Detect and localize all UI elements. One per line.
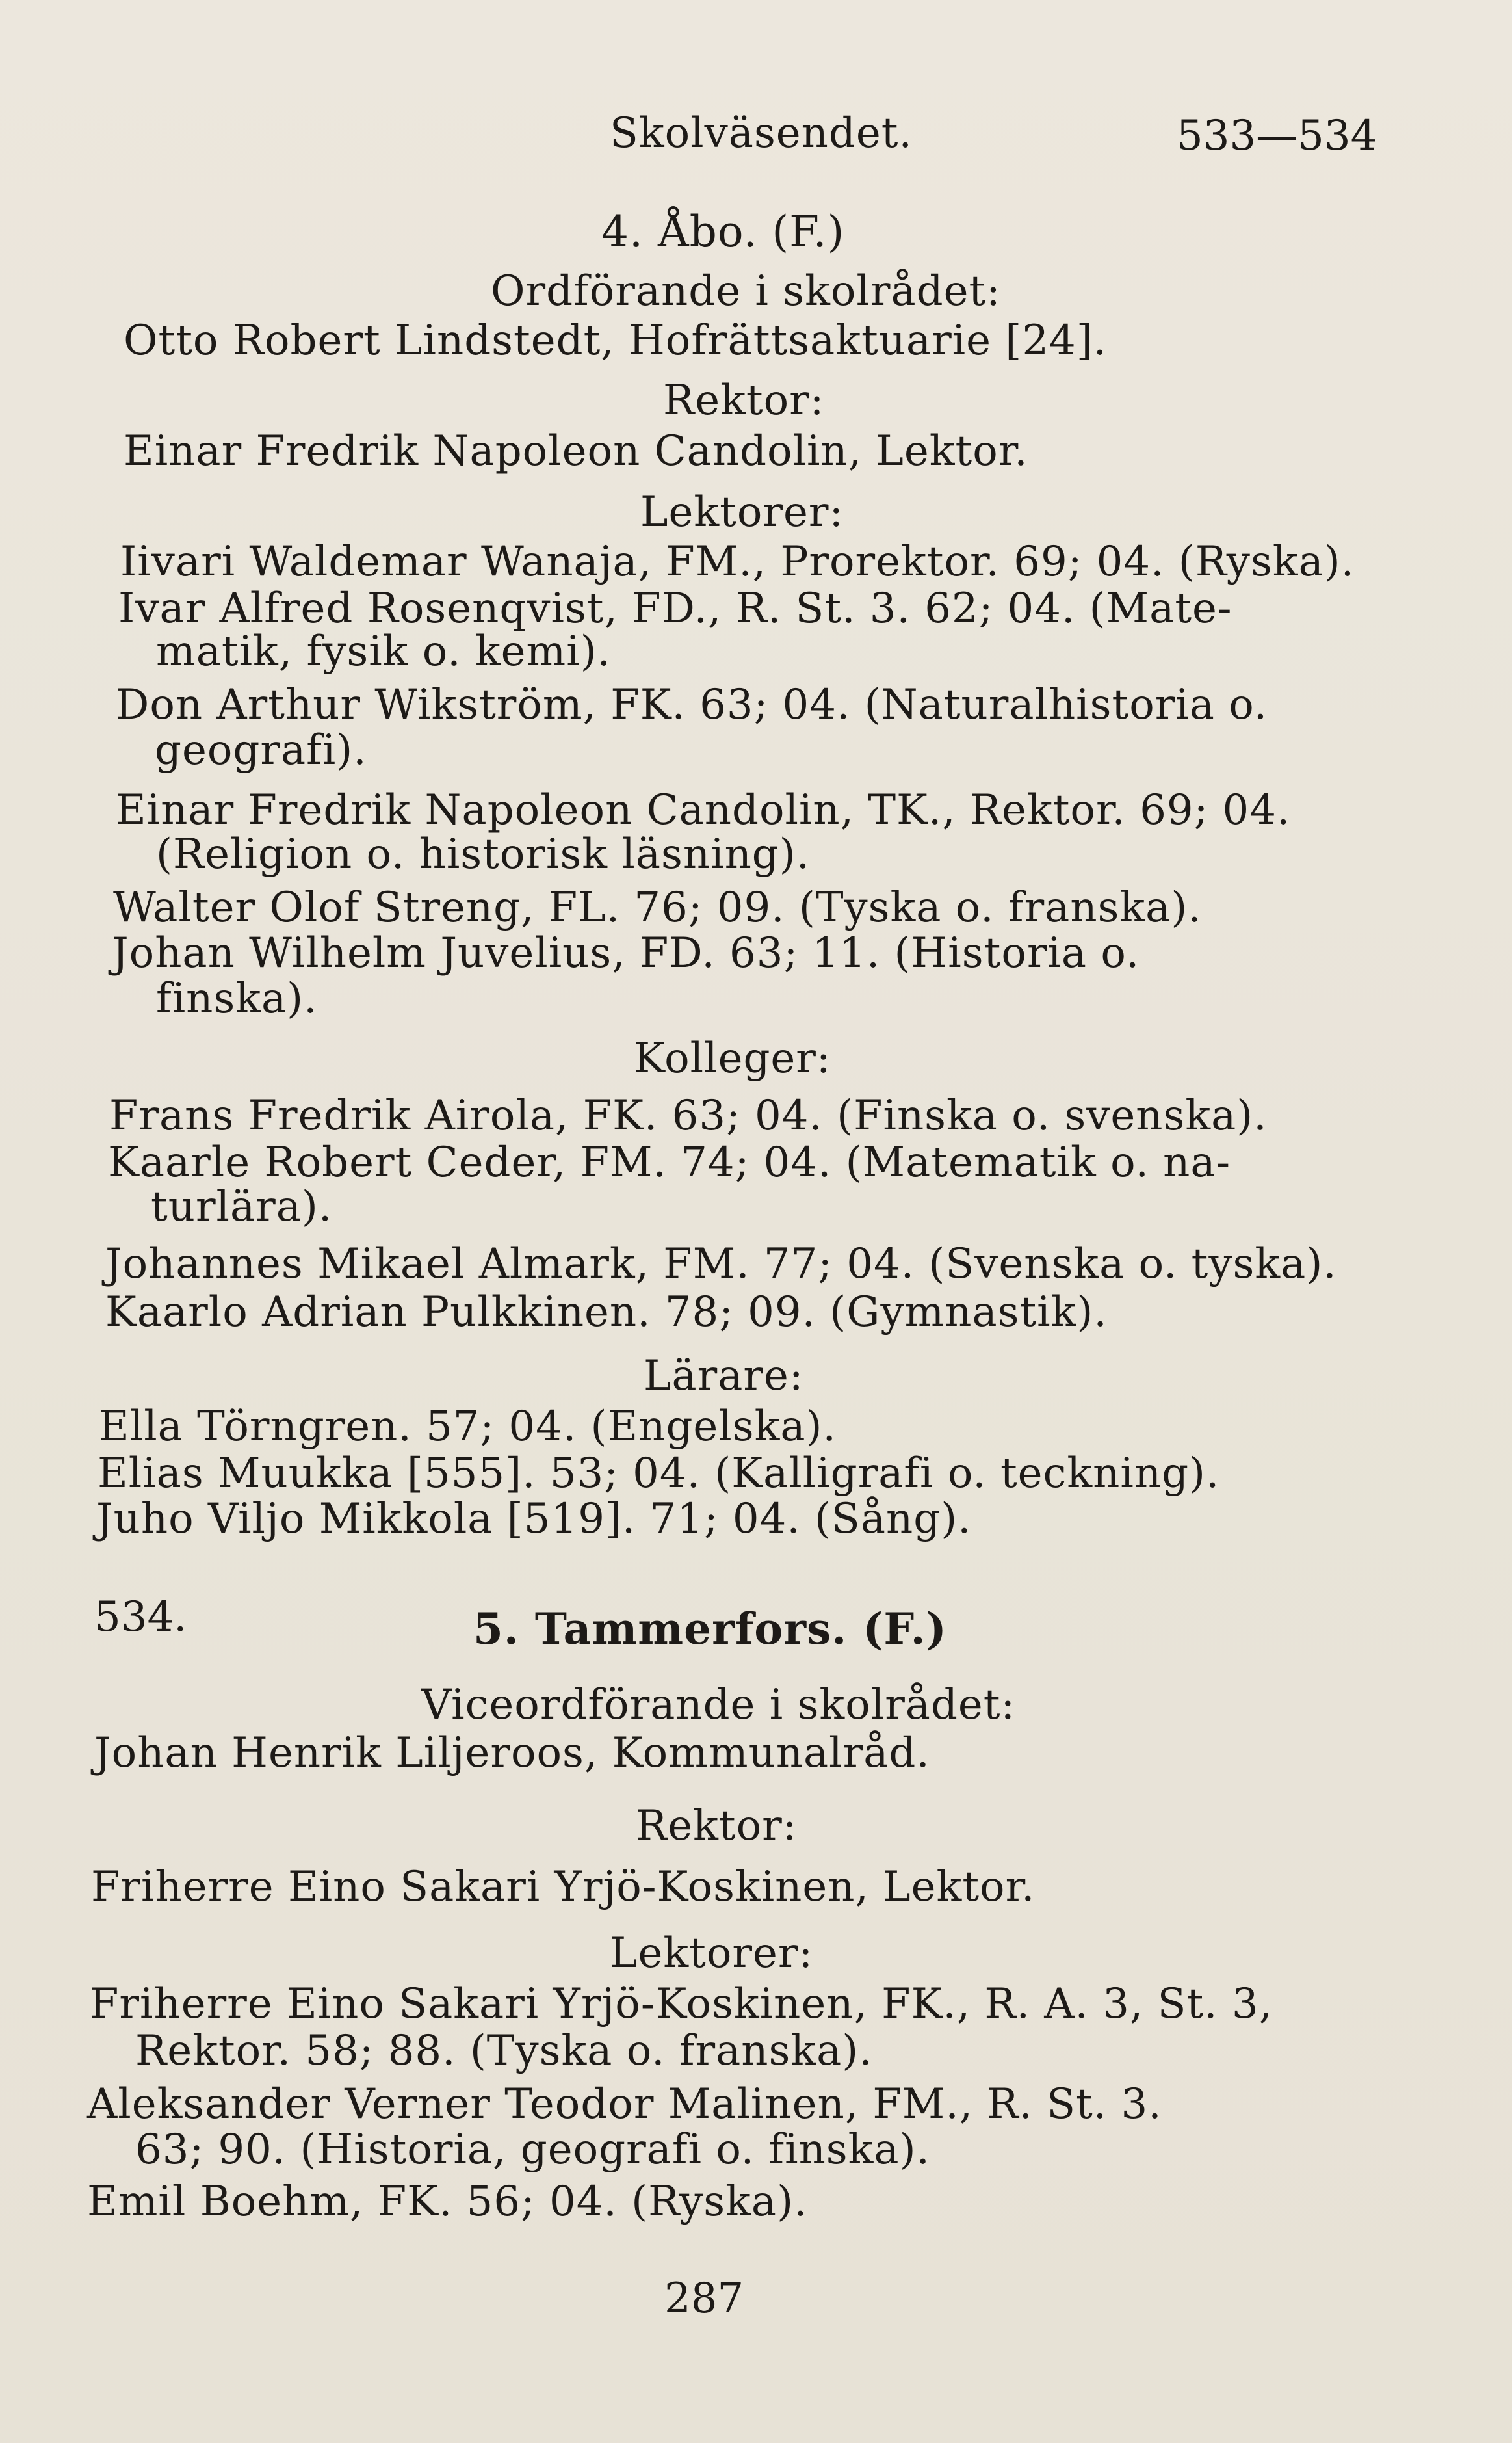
rektor-entry: Einar Fredrik Napoleon Candolin, Lektor.: [124, 427, 1028, 475]
kollega-line: Kaarlo Adrian Pulkkinen. 78; 09. (Gymnastik).: [105, 1288, 1108, 1336]
kollega-line: Frans Fredrik Airola, FK. 63; 04. (Finska o. svenska).: [109, 1092, 1268, 1140]
kolleger-label: Kolleger:: [634, 1035, 831, 1083]
lektor-line: Rektor. 58; 88. (Tyska o. franska).: [135, 2027, 873, 2075]
lektor-line: Walter Olof Streng, FL. 76; 09. (Tyska o. franska).: [113, 884, 1202, 932]
lektor-line: Johan Wilhelm Juvelius, FD. 63; 11. (Historia o.: [112, 929, 1140, 977]
lektor-line: finska).: [156, 975, 318, 1023]
rektor-entry: Friherre Eino Sakari Yrjö-Koskinen, Lektor.: [91, 1863, 1036, 1911]
lektor-line: Aleksander Verner Teodor Malinen, FM., R. St. 3.: [87, 2080, 1162, 2128]
vice-chair-entry: Johan Henrik Liljeroos, Kommunalråd.: [94, 1729, 930, 1777]
chair-entry: Otto Robert Lindstedt, Hofrättsaktuarie [24].: [124, 317, 1108, 365]
chair-label: Ordförande i skolrådet:: [491, 267, 1001, 315]
larare-line: Elias Muukka [555]. 53; 04. (Kalligrafi o. teckning).: [98, 1449, 1220, 1498]
lektor-line: Friherre Eino Sakari Yrjö-Koskinen, FK., R. A. 3, St. 3,: [90, 1980, 1273, 2028]
page-range: 533—534: [1177, 112, 1377, 160]
lektor-line: Don Arthur Wikström, FK. 63; 04. (Naturalhistoria o.: [116, 681, 1268, 729]
lektor-line: Ivar Alfred Rosenqvist, FD., R. St. 3. 62; 04. (Mate-: [118, 585, 1232, 633]
larare-line: Juho Viljo Mikkola [519]. 71; 04. (Sång).: [96, 1495, 972, 1543]
vice-chair-label: Viceordförande i skolrådet:: [421, 1681, 1016, 1729]
margin-number: 534.: [94, 1593, 187, 1641]
lektor-line: Einar Fredrik Napoleon Candolin, TK., Rektor. 69; 04.: [116, 786, 1291, 834]
running-title: Skolväsendet.: [610, 109, 913, 157]
lektor-line: matik, fysik o. kemi).: [156, 627, 611, 676]
section-heading-abo: 4. Åbo. (F.): [601, 207, 845, 257]
rektor-label: Rektor:: [636, 1802, 798, 1850]
rektor-label: Rektor:: [663, 376, 825, 425]
lektor-line: 63; 90. (Historia, geografi o. finska).: [135, 2126, 930, 2174]
lektorer-label: Lektorer:: [640, 488, 844, 536]
lektorer-label: Lektorer:: [610, 1929, 814, 1977]
larare-label: Lärare:: [644, 1352, 804, 1400]
lektor-line: Iivari Waldemar Wanaja, FM., Prorektor. 69; 04. (Ryska).: [120, 538, 1355, 586]
lektor-line: (Religion o. historisk läsning).: [156, 830, 811, 878]
kollega-line: Johannes Mikael Almark, FM. 77; 04. (Svenska o. tyska).: [105, 1240, 1337, 1288]
kollega-line: Kaarle Robert Ceder, FM. 74; 04. (Matematik o. na-: [108, 1139, 1231, 1187]
lektor-line: geografi).: [155, 726, 367, 774]
lektor-line: Emil Boehm, FK. 56; 04. (Ryska).: [87, 2178, 808, 2226]
section-heading-tammerfors: 5. Tammerfors. (F.): [473, 1604, 947, 1654]
larare-line: Ella Törngren. 57; 04. (Engelska).: [99, 1403, 837, 1451]
kollega-line: turlära).: [151, 1183, 333, 1231]
page-number: 287: [664, 2275, 744, 2323]
